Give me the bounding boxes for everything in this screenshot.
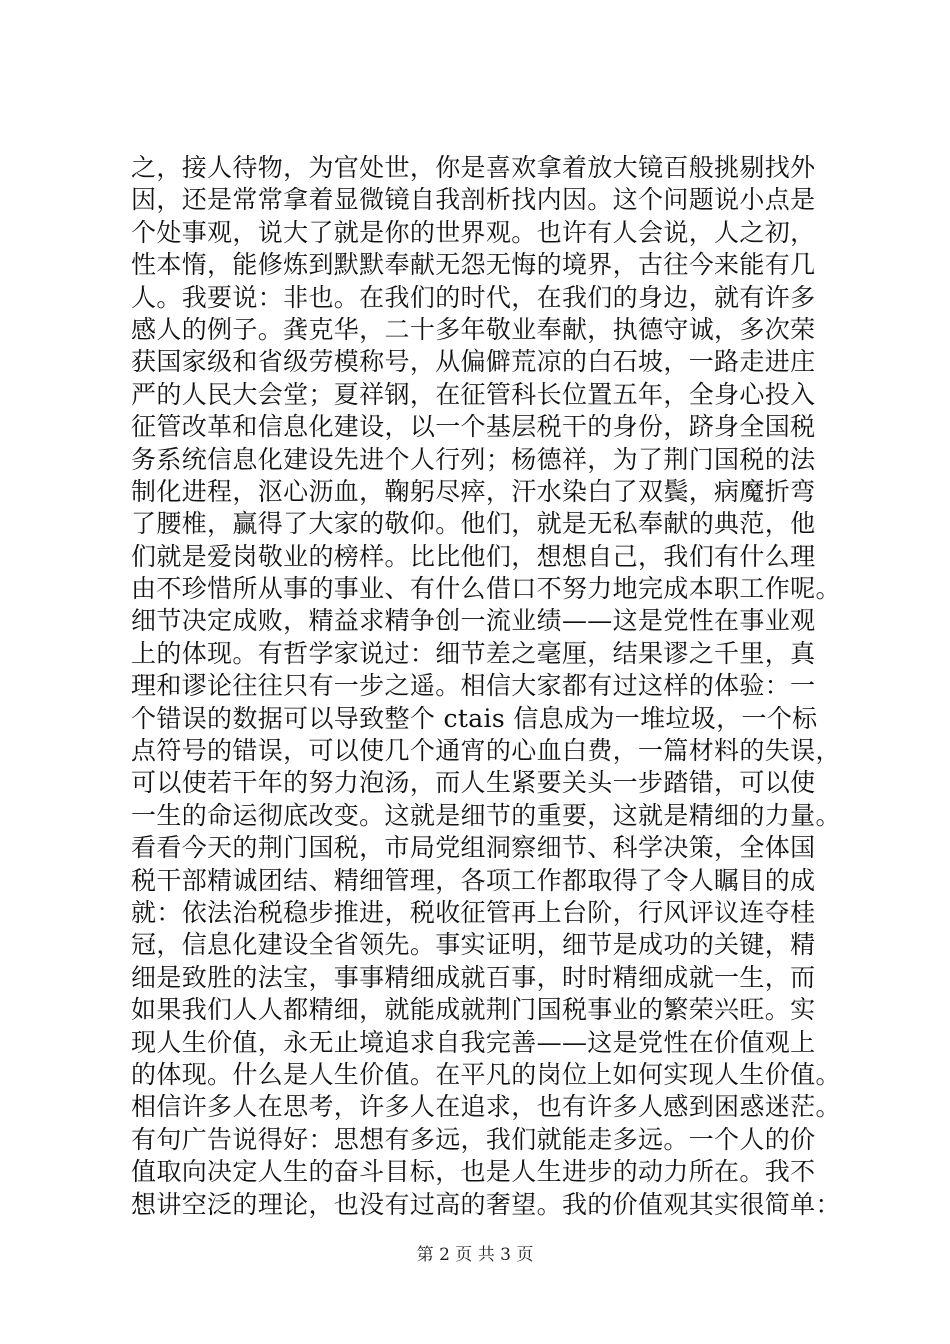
- text-line: 因，还是常常拿着显微镜自我剖析找内因。这个问题说小点是: [131, 185, 816, 215]
- text-line: 个处事观，说大了就是你的世界观。也许有人会说，人之初，: [131, 217, 816, 247]
- text-line: 一生的命运彻底改变。这就是细节的重要，这就是精细的力量。: [131, 800, 841, 830]
- text-line: 人。我要说：非也。在我们的时代，在我们的身边，就有许多: [131, 282, 816, 312]
- text-line: 值取向决定人生的奋斗目标，也是人生进步的动力所在。我不: [131, 1157, 816, 1187]
- text-line: 可以使若干年的努力泡汤，而人生紧要关头一步踏错，可以使: [131, 768, 816, 798]
- text-line: 细是致胜的法宝，事事精细成就百事，时时精细成就一生，而: [131, 962, 816, 992]
- text-line: 如果我们人人都精细，就能成就荆门国税事业的繁荣兴旺。实: [131, 995, 816, 1025]
- text-line: 严的人民大会堂；夏祥钢，在征管科长位置五年，全身心投入: [131, 379, 816, 409]
- text-line: 点符号的错误，可以使几个通宵的心血白费，一篇材料的失误，: [131, 736, 841, 766]
- text-line: 相信许多人在思考，许多人在追求，也有许多人感到困惑迷茫。: [131, 1092, 841, 1122]
- text-line: 有句广告说得好：思想有多远，我们就能走多远。一个人的价: [131, 1124, 816, 1154]
- text-line: 征管改革和信息化建设，以一个基层税干的身份，跻身全国税: [131, 412, 816, 442]
- text-line: 务系统信息化建设先进个人行列；杨德祥，为了荆门国税的法: [131, 444, 816, 474]
- text-line: 了腰椎，赢得了大家的敬仰。他们，就是无私奉献的典范，他: [131, 509, 816, 539]
- text-line: 们就是爱岗敬业的榜样。比比他们，想想自己，我们有什么理: [131, 541, 816, 571]
- text-line: 税干部精诚团结、精细管理，各项工作都取得了令人瞩目的成: [131, 865, 816, 895]
- text-line: 感人的例子。龚克华，二十多年敬业奉献，执德守诚，多次荣: [131, 314, 816, 344]
- text-line: 性本惰，能修炼到默默奉献无怨无悔的境界，古往今来能有几: [131, 250, 816, 280]
- text-line: 冠，信息化建设全省领先。事实证明，细节是成功的关键，精: [131, 930, 816, 960]
- text-line: 制化进程，沤心沥血，鞠躬尽瘁，汗水染白了双鬓，病魔折弯: [131, 476, 816, 506]
- text-line: 由不珍惜所从事的事业、有什么借口不努力地完成本职工作呢。: [131, 574, 841, 604]
- text-line: 想讲空泛的理论，也没有过高的奢望。我的价值观其实很简单：: [131, 1189, 841, 1219]
- text-line: 现人生价值，永无止境追求自我完善——这是党性在价值观上: [131, 1027, 816, 1057]
- text-line: 上的体现。有哲学家说过：细节差之毫厘，结果谬之千里，真: [131, 638, 816, 668]
- text-line: 看看今天的荆门国税，市局党组洞察细节、科学决策，全体国: [131, 833, 816, 863]
- body-text: [131, 152, 851, 1221]
- text-line: 细节决定成败，精益求精争创一流业绩——这是党性在事业观: [131, 606, 816, 636]
- text-line: 理和谬论往往只有一步之遥。相信大家都有过这样的体验：一: [131, 671, 816, 701]
- text-line: 获国家级和省级劳模称号，从偏僻荒凉的白石坡，一路走进庄: [131, 347, 816, 377]
- text-line: 就：依法治税稳步推进，税收征管再上台阶，行风评议连夺桂: [131, 897, 816, 927]
- text-line: 之，接人待物，为官处世，你是喜欢拿着放大镜百般挑剔找外: [131, 153, 816, 182]
- text-line: 的体现。什么是人生价值。在平凡的岗位上如何实现人生价值。: [131, 1059, 841, 1089]
- text-line: 个错误的数据可以导致整个 ctais 信息成为一堆垃圾，一个标: [131, 703, 818, 733]
- page-footer: 第 2 页 共 3 页: [416, 1245, 534, 1265]
